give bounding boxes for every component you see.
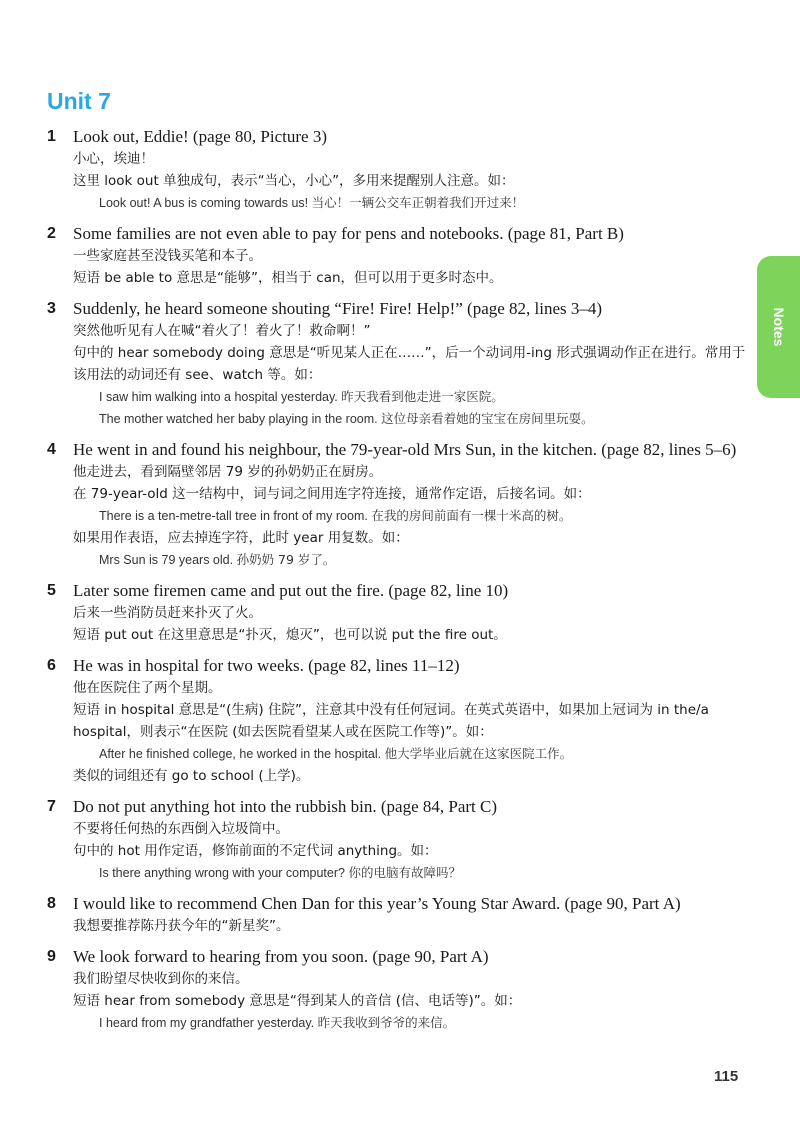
explanation-text: 如果用作表语，应去掉连字符，此时 year 用复数。如： bbox=[73, 530, 409, 546]
note-item bbox=[47, 946, 747, 1034]
explanation-text: 短语 be able to 意思是“能够”，相当于 can，但可以用于更多时态中。 bbox=[73, 270, 503, 286]
note-number: 3 bbox=[47, 300, 56, 317]
example-translation: 昨天我看到他走进一家医院。 bbox=[341, 389, 504, 404]
note-heading: Do not put anything hot into the rubbish bin. (page 84, Part C) bbox=[73, 797, 498, 816]
note-number: 7 bbox=[47, 798, 56, 815]
explanation-text: 在 79-year-old 这一结构中，词与词之间用连字符连接，通常作定语，后接名词。如： bbox=[73, 486, 591, 502]
note-number: 5 bbox=[47, 582, 56, 599]
example-sentence bbox=[73, 386, 747, 408]
note-heading: Look out, Eddie! (page 80, Picture 3) bbox=[73, 127, 327, 146]
example-sentence bbox=[73, 1012, 747, 1034]
example-english: I heard from my grandfather yesterday. bbox=[99, 1016, 315, 1030]
explanation-text: 这里 look out 单独成句，表示“当心，小心”，多用来提醒别人注意。如： bbox=[73, 173, 515, 189]
example-sentence bbox=[73, 408, 747, 430]
notes-tab-label: Notes bbox=[770, 307, 787, 347]
note-number: 6 bbox=[47, 657, 56, 674]
note-number: 2 bbox=[47, 225, 56, 242]
example-translation: 在我的房间前面有一棵十米高的树。 bbox=[371, 508, 572, 523]
note-item bbox=[47, 580, 747, 646]
example-translation: 你的电脑有故障吗？ bbox=[348, 865, 461, 880]
explanation-text: 他在医院住了两个星期。 bbox=[73, 680, 222, 696]
explanation-text: 一些家庭甚至没钱买笔和本子。 bbox=[73, 248, 262, 264]
example-sentence bbox=[73, 505, 747, 527]
example-translation: 昨天我收到爷爷的来信。 bbox=[317, 1015, 456, 1030]
example-translation: 这位母亲看着她的宝宝在房间里玩耍。 bbox=[381, 411, 594, 426]
explanation-text: 句中的 hot 用作定语，修饰前面的不定代词 anything。如： bbox=[73, 843, 438, 859]
example-english: After he finished college, he worked in the hospital. bbox=[99, 747, 382, 761]
explanation-text: 后来一些消防员赶来扑灭了火。 bbox=[73, 605, 262, 621]
note-heading: Suddenly, he heard someone shouting “Fire! Fire! Help!” (page 82, lines 3–4) bbox=[73, 299, 603, 318]
note-heading: He went in and found his neighbour, the 79-year-old Mrs Sun, in the kitchen. (page 82, lines 5–6) bbox=[73, 440, 737, 459]
example-english: Look out! A bus is coming towards us! bbox=[99, 196, 309, 210]
notes-list bbox=[47, 126, 747, 1043]
note-number: 1 bbox=[47, 128, 56, 145]
note-number: 9 bbox=[47, 948, 56, 965]
note-item bbox=[47, 655, 747, 787]
note-item bbox=[47, 223, 747, 289]
example-sentence bbox=[73, 743, 747, 765]
explanation-text: 短语 in hospital 意思是“(生病) 住院”，注意其中没有任何冠词。在英式英语中，如果加上冠词为 in the/a hospital，则表示“在医院 (如去医院看望某人或在医院工作等)”。如： bbox=[73, 702, 709, 740]
explanation-text: 小心，埃迪！ bbox=[73, 151, 154, 167]
unit-title: Unit 7 bbox=[47, 88, 111, 114]
page-number: 115 bbox=[714, 1068, 739, 1085]
note-item bbox=[47, 796, 747, 884]
example-translation: 他大学毕业后就在这家医院工作。 bbox=[384, 746, 573, 761]
example-sentence bbox=[73, 862, 747, 884]
example-sentence bbox=[73, 192, 747, 214]
example-translation: 当心！一辆公交车正朝着我们开过来！ bbox=[311, 195, 525, 210]
example-english: Is there anything wrong with your computer? bbox=[99, 866, 345, 880]
example-english: The mother watched her baby playing in the room. bbox=[99, 412, 378, 426]
note-item bbox=[47, 126, 747, 214]
note-heading: I would like to recommend Chen Dan for this year’s Young Star Award. (page 90, Part A) bbox=[73, 894, 681, 913]
note-item bbox=[47, 298, 747, 430]
note-number: 8 bbox=[47, 895, 56, 912]
note-heading: We look forward to hearing from you soon. (page 90, Part A) bbox=[73, 947, 489, 966]
explanation-text: 他走进去，看到隔壁邻居 79 岁的孙奶奶正在厨房。 bbox=[73, 464, 383, 480]
note-number: 4 bbox=[47, 441, 56, 458]
example-english: Mrs Sun is 79 years old. bbox=[99, 553, 234, 567]
note-heading: He was in hospital for two weeks. (page 82, lines 11–12) bbox=[73, 656, 460, 675]
note-item bbox=[47, 439, 747, 571]
example-sentence bbox=[73, 549, 747, 571]
explanation-text: 短语 hear from somebody 意思是“得到某人的音信 (信、电话等)”。如： bbox=[73, 993, 522, 1009]
notes-side-tab bbox=[757, 256, 800, 398]
explanation-text: 短语 put out 在这里意思是“扑灭，熄灭”，也可以说 put the fire out。 bbox=[73, 627, 507, 643]
note-heading: Some families are not even able to pay for pens and notebooks. (page 81, Part B) bbox=[73, 224, 624, 243]
explanation-text: 句中的 hear somebody doing 意思是“听见某人正在……”，后一个动词用-ing 形式强调动作正在进行。常用于该用法的动词还有 see、watch 等。如： bbox=[73, 345, 746, 383]
example-translation: 孙奶奶 79 岁了。 bbox=[236, 552, 336, 567]
note-heading: Later some firemen came and put out the fire. (page 82, line 10) bbox=[73, 581, 509, 600]
explanation-text: 不要将任何热的东西倒入垃圾筒中。 bbox=[73, 821, 289, 837]
explanation-text: 我想要推荐陈丹获今年的“新星奖”。 bbox=[73, 918, 290, 934]
explanation-text: 类似的词组还有 go to school (上学)。 bbox=[73, 768, 310, 784]
example-english: There is a ten-metre-tall tree in front of my room. bbox=[99, 509, 368, 523]
explanation-text: 突然他听见有人在喊“着火了！着火了！救命啊！” bbox=[73, 323, 371, 339]
note-item bbox=[47, 893, 747, 937]
explanation-text: 我们盼望尽快收到你的来信。 bbox=[73, 971, 249, 987]
example-english: I saw him walking into a hospital yesterday. bbox=[99, 390, 338, 404]
